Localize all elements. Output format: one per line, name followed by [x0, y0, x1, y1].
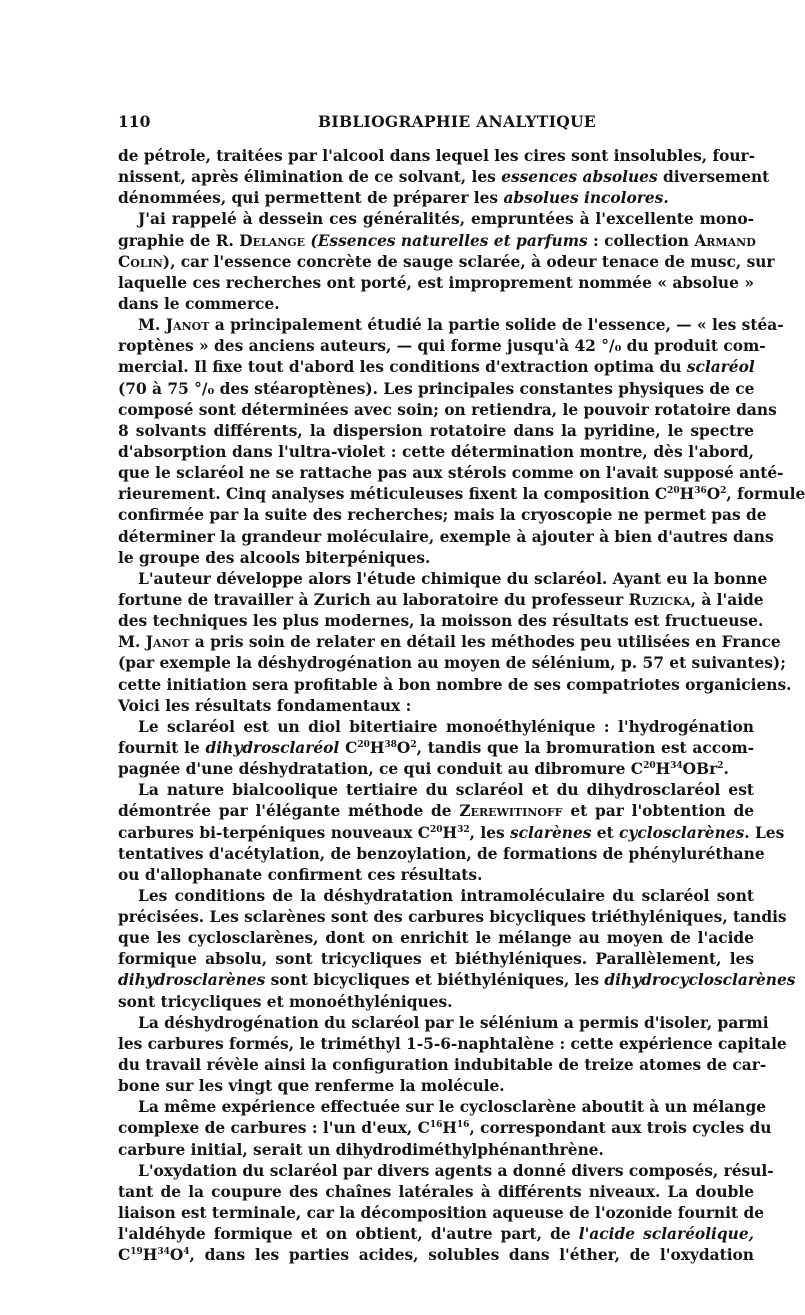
text-line: confirmée par la suite des recherches; mais la cryoscopie ne permet pas de	[118, 506, 767, 525]
text-line: ou d'allophanate confirment ces résultats.	[118, 865, 483, 884]
text-line: rieurement. Cinq analyses méticuleuses fixent la composition $C^{20}H^{36}O^2$, formule	[118, 485, 805, 504]
text-line: M. Janot a principalement étudié la partie solide de l'essence, — « les stéa-	[138, 316, 784, 335]
text-line: dans le commerce.	[118, 294, 280, 313]
text-line: l'aldéhyde formique et on obtient, d'autre part, de l'acide sclaréolique,	[118, 1225, 754, 1244]
text-line: mercial. Il fixe tout d'abord les conditions d'extraction optima du sclaréol	[118, 358, 755, 377]
running-title: BIBLIOGRAPHIE ANALYTIQUE	[318, 112, 597, 131]
text-line: roptènes » des anciens auteurs, — qui forme jusqu'à 42 °/₀ du produit com-	[118, 337, 766, 356]
text-line: laquelle ces recherches ont porté, est improprement nommée « absolue »	[118, 273, 754, 292]
author-name: Colin	[118, 252, 163, 271]
text-line: Voici les résultats fondamentaux :	[118, 696, 412, 715]
text-line: précisées. Les sclarènes sont des carbures bicycliques triéthyléniques, tandis	[118, 908, 787, 927]
text-line: les carbures formés, le triméthyl 1-5-6-naphtalène : cette expérience capitale	[118, 1034, 787, 1053]
text-line: dihydrosclarènes sont bicycliques et biéthyléniques, les dihydrocyclosclarènes	[118, 971, 796, 990]
page-header	[118, 112, 754, 136]
page-number: 110	[118, 112, 151, 131]
text-line: carbures bi-terpéniques nouveaux $C^{20}H^{32}$, les sclarènes et cyclosclarènes. Les	[118, 823, 785, 842]
text-line: tant de la coupure des chaînes latérales à différents niveaux. La double	[118, 1182, 754, 1201]
text-line: du travail révèle ainsi la configuration indubitable de treize atomes de car-	[118, 1056, 767, 1075]
text-line: le groupe des alcools biterpéniques.	[118, 548, 431, 567]
text-line: carbure initial, serait un dihydrodiméthylphénanthrène.	[118, 1140, 604, 1159]
text-line: L'oxydation du sclaréol par divers agents a donné divers composés, résul-	[138, 1161, 774, 1180]
author-name: Delange	[239, 231, 306, 250]
text-line: bone sur les vingt que renferme la molécule.	[118, 1077, 505, 1096]
text-line: L'auteur développe alors l'étude chimique du sclaréol. Ayant eu la bonne	[138, 569, 768, 588]
text-line: (par exemple la déshydrogénation au moyen de sélénium, p. 57 et suivantes);	[118, 654, 786, 673]
text-line: M. Janot a pris soin de relater en détail les méthodes peu utilisées en France	[118, 633, 781, 652]
text-line: 8 solvants différents, la dispersion rotatoire dans la pyridine, le spectre	[118, 421, 754, 440]
author-name: Janot	[165, 316, 210, 335]
text-line: fournit le dihydrosclaréol $C^{20}H^{38}O^2$, tandis que la bromuration est accom-	[118, 738, 755, 757]
author-name: Armand	[694, 231, 756, 250]
text-line: dénommées, qui permettent de préparer les absolues incolores.	[118, 189, 669, 208]
text-line: La déshydrogénation du sclaréol par le sélénium a permis d'isoler, parmi	[138, 1013, 769, 1032]
text-line: pagnée d'une déshydratation, ce qui conduit au dibromure $C^{20}H^{34}OBr^2$.	[118, 760, 729, 779]
text-line: graphie de R. Delange (Essences naturelles et parfums : collection Armand	[118, 231, 756, 250]
text-line: Les conditions de la déshydratation intramoléculaire du sclaréol sont	[138, 886, 754, 905]
author-name: Zerewitinoff	[459, 802, 563, 821]
text-line: que le sclaréol ne se rattache pas aux stérols comme on l'avait supposé anté-	[118, 464, 784, 483]
text-line: Le sclaréol est un diol bitertiaire monoéthylénique : l'hydrogénation	[138, 717, 754, 736]
text-line: complexe de carbures : l'un d'eux, $C^{16}H^{16}$, correspondant aux trois cycles du	[118, 1119, 772, 1138]
text-line: d'absorption dans l'ultra-violet : cette détermination montre, dès l'abord,	[118, 442, 754, 461]
author-name: Ruzicka	[628, 590, 691, 609]
text-line: cette initiation sera profitable à bon nombre de ses compatriotes organiciens.	[118, 675, 792, 694]
text-line: La nature bialcoolique tertiaire du sclaréol et du dihydrosclaréol est	[138, 781, 754, 800]
text-line: J'ai rappelé à dessein ces généralités, empruntées à l'excellente mono-	[138, 210, 754, 229]
text-line: fortune de travailler à Zurich au laboratoire du professeur Ruzicka, à l'aide	[118, 590, 764, 609]
text-line: de pétrole, traitées par l'alcool dans lequel les cires sont insolubles, four-	[118, 147, 756, 165]
text-line: $C^{19}H^{34}O^4$, dans les parties acides, solubles dans l'éther, de l'oxydation	[118, 1246, 754, 1265]
text-line: (70 à 75 °/₀ des stéaroptènes). Les principales constantes physiques de ce	[118, 379, 755, 398]
text-line: tentatives d'acétylation, de benzoylation, de formations de phényluréthane	[118, 844, 765, 863]
text-line: nissent, après élimination de ce solvant, les essences absolues diversement	[118, 168, 770, 187]
text-line: des techniques les plus modernes, la moisson des résultats est fructueuse.	[118, 612, 764, 631]
text-line: liaison est terminale, car la décomposition aqueuse de l'ozonide fournit de	[118, 1204, 764, 1223]
body-text	[118, 146, 805, 1266]
text-line: que les cyclosclarènes, dont on enrichit le mélange au moyen de l'acide	[118, 929, 754, 948]
author-name: Janot	[145, 633, 190, 652]
text-line: La même expérience effectuée sur le cyclosclarène aboutit à un mélange	[138, 1098, 767, 1117]
text-line: sont tricycliques et monoéthyléniques.	[118, 992, 453, 1011]
text-line: déterminer la grandeur moléculaire, exemple à ajouter à bien d'autres dans	[118, 527, 774, 546]
text-line: formique absolu, sont tricycliques et biéthyléniques. Parallèlement, les	[118, 950, 754, 969]
text-line: Colin), car l'essence concrète de sauge sclarée, à odeur tenace de musc, sur	[118, 252, 775, 271]
text-line: composé sont déterminées avec soin; on retiendra, le pouvoir rotatoire dans	[118, 400, 777, 419]
text-line: démontrée par l'élégante méthode de Zerewitinoff et par l'obtention de	[118, 802, 755, 821]
